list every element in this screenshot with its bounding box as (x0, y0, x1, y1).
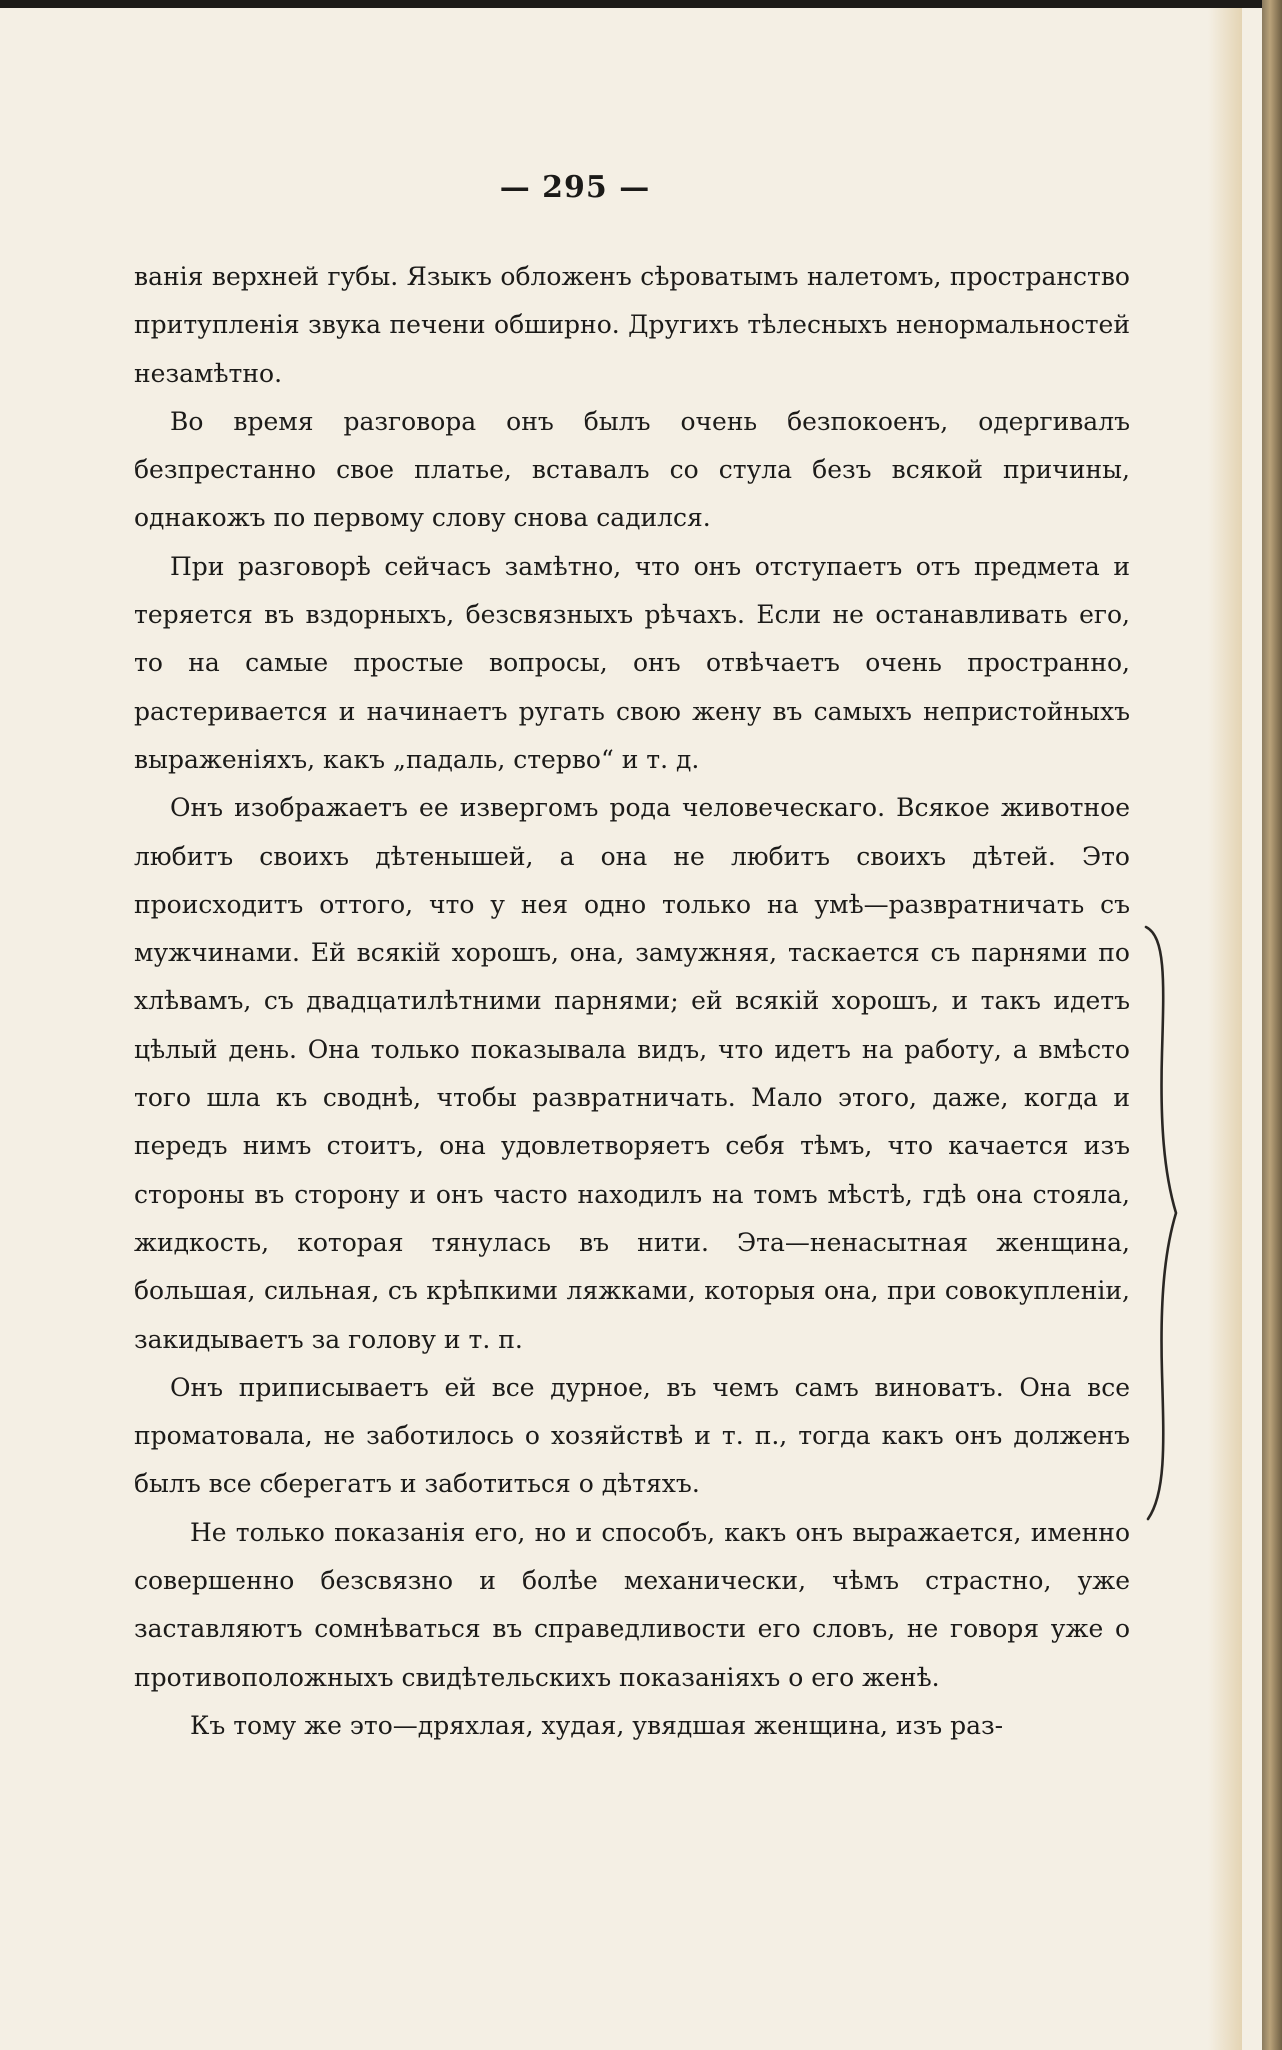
paragraph: Онъ изображаетъ ее извергомъ рода человеческаго. Всякое животное любитъ своихъ дѣтенышей, а она не любитъ своихъ дѣтей. Это происходитъ оттого, что у нея одно только на умѣ—развратничать съ мужчинами. Ей всякій хорошъ, она, замужняя, таскается съ парнями по хлѣвамъ, съ двадцатилѣтними парнями; ей всякій хорошъ, и такъ идетъ цѣлый день. Она только показывала видъ, что идетъ на работу, а вмѣсто того шла къ своднѣ, чтобы развратничать. Мало этого, даже, когда и передъ нимъ стоитъ, она удовлетворяетъ себя тѣмъ, что качается изъ стороны въ сторону и онъ часто находилъ на томъ мѣстѣ, гдѣ она стояла, жидкость, которая тянулась въ нити. Эта—ненасытная женщина, большая, сильная, съ крѣпкими ляжками, которыя она, при совокупленіи, закидываетъ за голову и т. п. (134, 793, 1130, 1354)
page-edge-stain (1208, 8, 1242, 2050)
paragraph: Не только показанія его, но и способъ, какъ онъ выражается, именно совершенно безсвязно и болѣе механически, чѣмъ страстно, уже заставляютъ сомнѣваться въ справедливости его словъ, не говоря уже о противоположныхъ свидѣтельскихъ показаніяхъ о его женѣ. (134, 1517, 1130, 1692)
paragraph: Во время разговора онъ былъ очень безпокоенъ, одергивалъ безпрестанно свое платье, вставалъ со стула безъ всякой причины, однакожъ по первому слову снова садился. (134, 406, 1130, 533)
paragraph: Онъ приписываетъ ей все дурное, въ чемъ самъ виноватъ. Она все проматовала, не заботилось о хозяйствѣ и т. п., тогда какъ онъ долженъ былъ все сберегатъ и заботиться о дѣтяхъ. (134, 1372, 1130, 1499)
book-spine-edge (1262, 0, 1282, 2050)
body-text (134, 253, 1130, 1750)
paragraph: ванія верхней губы. Языкъ обложенъ сѣроватымъ налетомъ, пространство притупленія звука печени обширно. Другихъ тѣлесныхъ ненормальностей незамѣтно. (134, 262, 1130, 388)
paragraph: Къ тому же это—дряхлая, худая, увядшая женщина, изъ раз- (190, 1710, 1004, 1740)
paragraph: При разговорѣ сейчасъ замѣтно, что онъ отступаетъ отъ предмета и теряется въ вздорныхъ, безсвязныхъ рѣчахъ. Если не останавливать его, то на самые простые вопросы, онъ отвѣчаетъ очень пространно, растеривается и начинаетъ ругать свою жену въ самыхъ непристойныхъ выраженіяхъ, какъ „падаль, стерво“ и т. д. (134, 551, 1130, 774)
margin-brace-mark (1140, 923, 1186, 1523)
page-number: — 295 — (499, 170, 651, 205)
